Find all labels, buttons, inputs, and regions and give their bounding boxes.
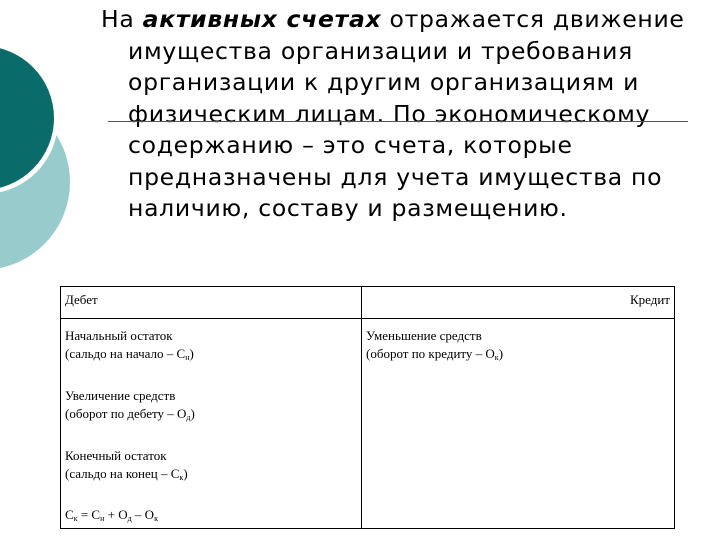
- t-account-table: [60, 286, 675, 529]
- decrease-detail: (оборот по кредиту – $О_к$): [366, 346, 504, 362]
- opening-title: Начальный остаток: [65, 328, 173, 343]
- opening-balance-block: [65, 327, 357, 367]
- closing-title: Конечный остаток: [65, 448, 167, 463]
- debit-header-cell: [61, 287, 362, 319]
- body-paragraph: [101, 4, 720, 225]
- opening-detail: (сальдо на начало – $С_н$): [65, 346, 194, 362]
- balance-formula: $С_к = С_н + О_д - О_к$: [65, 507, 158, 523]
- closing-detail: (сальдо на конец – $С_к$): [65, 466, 188, 482]
- credit-decrease-block: [366, 327, 670, 367]
- body-row: [61, 319, 675, 529]
- decorative-circles: [0, 0, 110, 300]
- increase-detail: (оборот по дебету – $О_д$): [65, 406, 195, 422]
- credit-cell: [362, 319, 675, 529]
- decrease-title: Уменьшение средств: [366, 328, 482, 343]
- debit-cell: [61, 319, 362, 529]
- body-prefix: На: [101, 5, 143, 33]
- debit-increase-block: [65, 387, 357, 427]
- horizontal-rule: [108, 121, 688, 122]
- header-row: [61, 287, 675, 319]
- increase-title: Увеличение средств: [65, 388, 176, 403]
- body-rest: отражается движение имущества организации и требования организации к другим организациям и физическим лицам. По экономическому содержанию – это счета, которые предназначены для учета имущества по наличию, составу и размещению.: [128, 5, 685, 222]
- closing-balance-block: [65, 447, 357, 487]
- debit-header: Дебет: [65, 292, 98, 307]
- credit-header: Кредит: [629, 292, 670, 307]
- credit-header-cell: [362, 287, 675, 319]
- body-emphasis: активных счетах: [142, 5, 382, 33]
